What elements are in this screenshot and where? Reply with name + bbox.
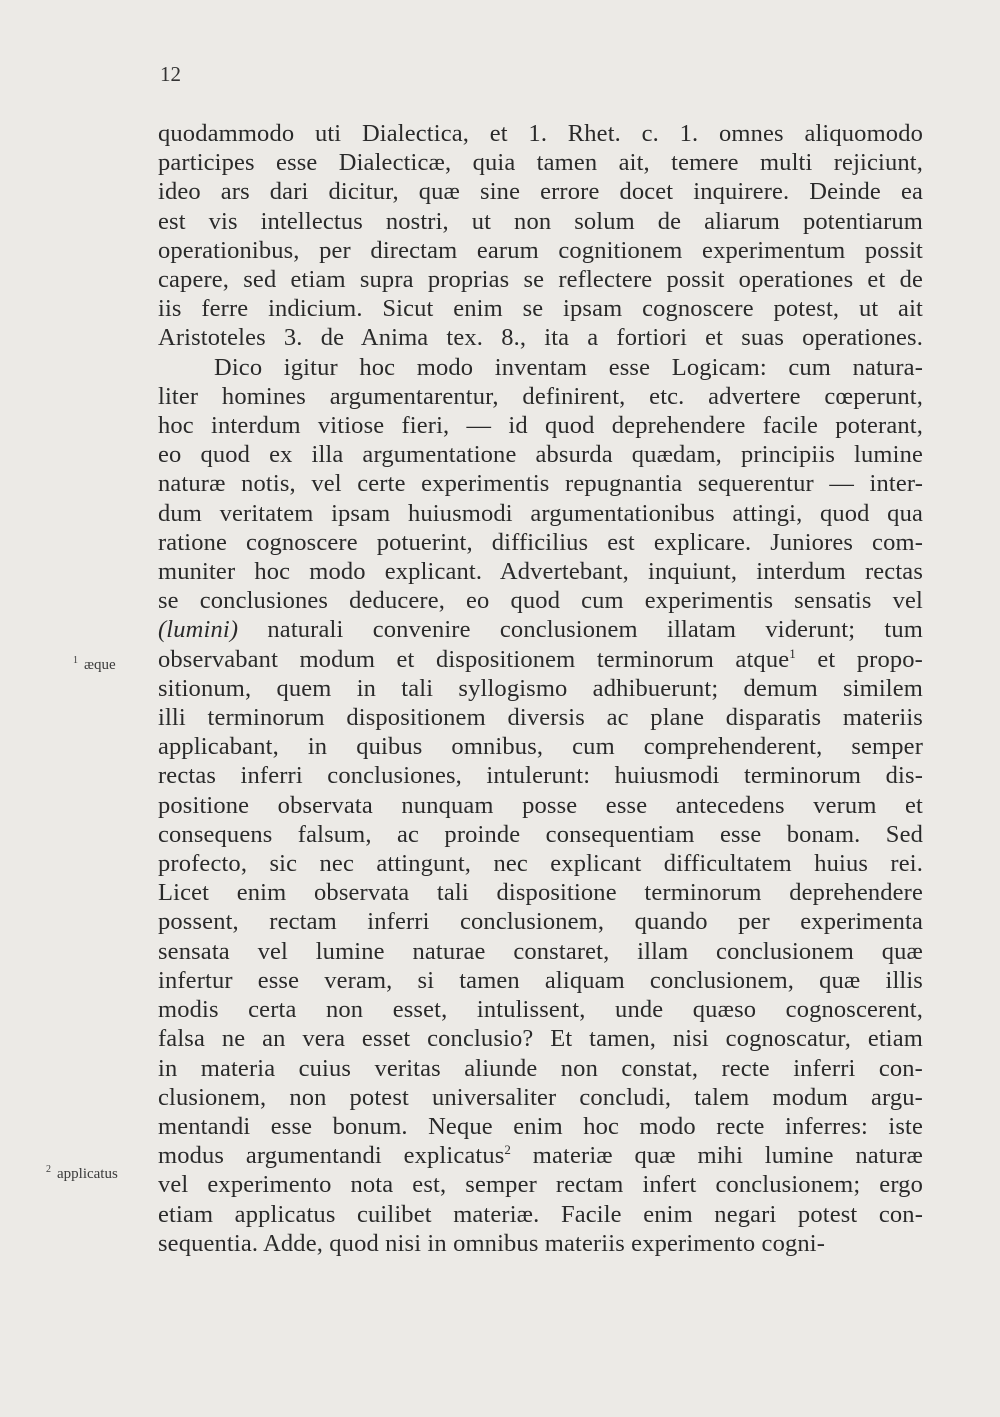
text-line: consequens falsum, ac proinde consequentiam esse bonam. Sed bbox=[158, 820, 923, 848]
text-line: eo quod ex illa argumentatione absurda quædam, principiis lumine bbox=[158, 441, 923, 469]
text-line bbox=[158, 645, 923, 674]
text-line: se conclusiones deducere, eo quod cum experimentis sensatis vel bbox=[158, 587, 923, 615]
text-line: sitionum, quem in tali syllogismo adhibuerunt; demum similem bbox=[158, 674, 923, 702]
text-line: sequentia. Adde, quod nisi in omnibus materiis experimento cogni- bbox=[158, 1229, 826, 1257]
text-line: falsa ne an vera esset conclusio? Et tamen, nisi cognoscatur, etiam bbox=[158, 1025, 923, 1053]
text-line: ratione cognoscere potuerint, difficilius est explicare. Juniores com- bbox=[158, 528, 923, 556]
text-line: naturæ notis, vel certe experimentis repugnantia sequerentur — inter- bbox=[158, 470, 923, 498]
italic-word: (lumini) bbox=[158, 616, 239, 644]
text-line: profecto, sic nec attingunt, nec explicant difficultatem huius rei. bbox=[158, 850, 923, 878]
text-line: applicabant, in quibus omnibus, cum comprehenderent, semper bbox=[158, 733, 923, 761]
text-line: clusionem, non potest universaliter concludi, talem modum argu- bbox=[158, 1083, 923, 1111]
text-line: mentandi esse bonum. Neque enim hoc modo recte inferres: iste bbox=[158, 1112, 923, 1140]
line-segment: observabant modum et dispositionem terminorum atque bbox=[158, 645, 790, 673]
text-line: ideo ars dari dicitur, quæ sine errore docet inquirere. Deinde ea bbox=[158, 178, 923, 206]
text-line: infertur esse veram, si tamen aliquam conclusionem, quæ illis bbox=[158, 966, 923, 994]
text-line: Aristoteles 3. de Anima tex. 8., ita a fortiori et suas operationes. bbox=[158, 324, 923, 352]
margin-note-2 bbox=[46, 1166, 118, 1183]
margin-note-mark: 1 bbox=[73, 655, 78, 666]
margin-note-1 bbox=[73, 657, 116, 674]
text-line: sensata vel lumine naturae constaret, illam conclusionem quæ bbox=[158, 937, 923, 965]
footnote-mark: 2 bbox=[504, 1142, 512, 1158]
text-line: capere, sed etiam supra proprias se reflectere possit operationes et de bbox=[158, 266, 923, 294]
line-segment: modus argumentandi explicatus bbox=[158, 1142, 505, 1170]
text-line bbox=[158, 615, 923, 644]
line-segment: materiæ quæ mihi lumine naturæ bbox=[511, 1142, 923, 1170]
text-line: rectas inferri conclusiones, intulerunt: huiusmodi terminorum dis- bbox=[158, 762, 923, 790]
text-line: vel experimento nota est, semper rectam infert conclusionem; ergo bbox=[158, 1171, 923, 1199]
text-line: iis ferre indicium. Sicut enim se ipsam cognoscere potest, ut ait bbox=[158, 295, 923, 323]
text-line: participes esse Dialecticæ, quia tamen ait, temere multi rejiciunt, bbox=[158, 149, 923, 177]
text-line: possent, rectam inferri conclusionem, quando per experimenta bbox=[158, 908, 923, 936]
text-line: Dico igitur hoc modo inventam esse Logicam: cum natura- bbox=[214, 353, 923, 381]
text-line: dum veritatem ipsam huiusmodi argumentationibus attingi, quod qua bbox=[158, 499, 923, 527]
text-line bbox=[158, 1141, 923, 1170]
text-line: in materia cuius veritas aliunde non constat, recte inferri con- bbox=[158, 1054, 923, 1082]
text-line: muniter hoc modo explicant. Advertebant, inquiunt, interdum rectas bbox=[158, 558, 923, 586]
text-line: quodammodo uti Dialectica, et 1. Rhet. c. 1. omnes aliquomodo bbox=[158, 120, 923, 147]
line-segment: naturali convenire conclusionem illatam viderunt; tum bbox=[267, 616, 923, 644]
text-line: Licet enim observata tali dispositione terminorum deprehendere bbox=[158, 879, 923, 907]
text-line: liter homines argumentarentur, definirent, etc. advertere cœperunt, bbox=[158, 382, 923, 410]
text-line: hoc interdum vitiose fieri, — id quod deprehendere facile poterant, bbox=[158, 412, 923, 440]
margin-note-mark: 2 bbox=[46, 1164, 51, 1175]
footnote-mark: 1 bbox=[789, 645, 796, 661]
body-text bbox=[158, 119, 923, 1258]
text-line: modis certa non esset, intulissent, unde quæso cognoscerent, bbox=[158, 996, 923, 1024]
text-line: positione observata nunquam posse esse antecedens verum et bbox=[158, 791, 923, 819]
margin-note-text: æque bbox=[84, 657, 116, 673]
text-line: etiam applicatus cuilibet materiæ. Facile enim negari potest con- bbox=[158, 1200, 923, 1228]
page-number: 12 bbox=[160, 62, 181, 86]
text-line: illi terminorum dispositionem diversis ac plane disparatis materiis bbox=[158, 704, 923, 732]
text-line: operationibus, per directam earum cognitionem experimentum possit bbox=[158, 236, 923, 264]
margin-note-text: applicatus bbox=[57, 1166, 118, 1182]
line-segment: et propo- bbox=[795, 645, 923, 673]
text-line: est vis intellectus nostri, ut non solum de aliarum potentiarum bbox=[158, 207, 923, 235]
